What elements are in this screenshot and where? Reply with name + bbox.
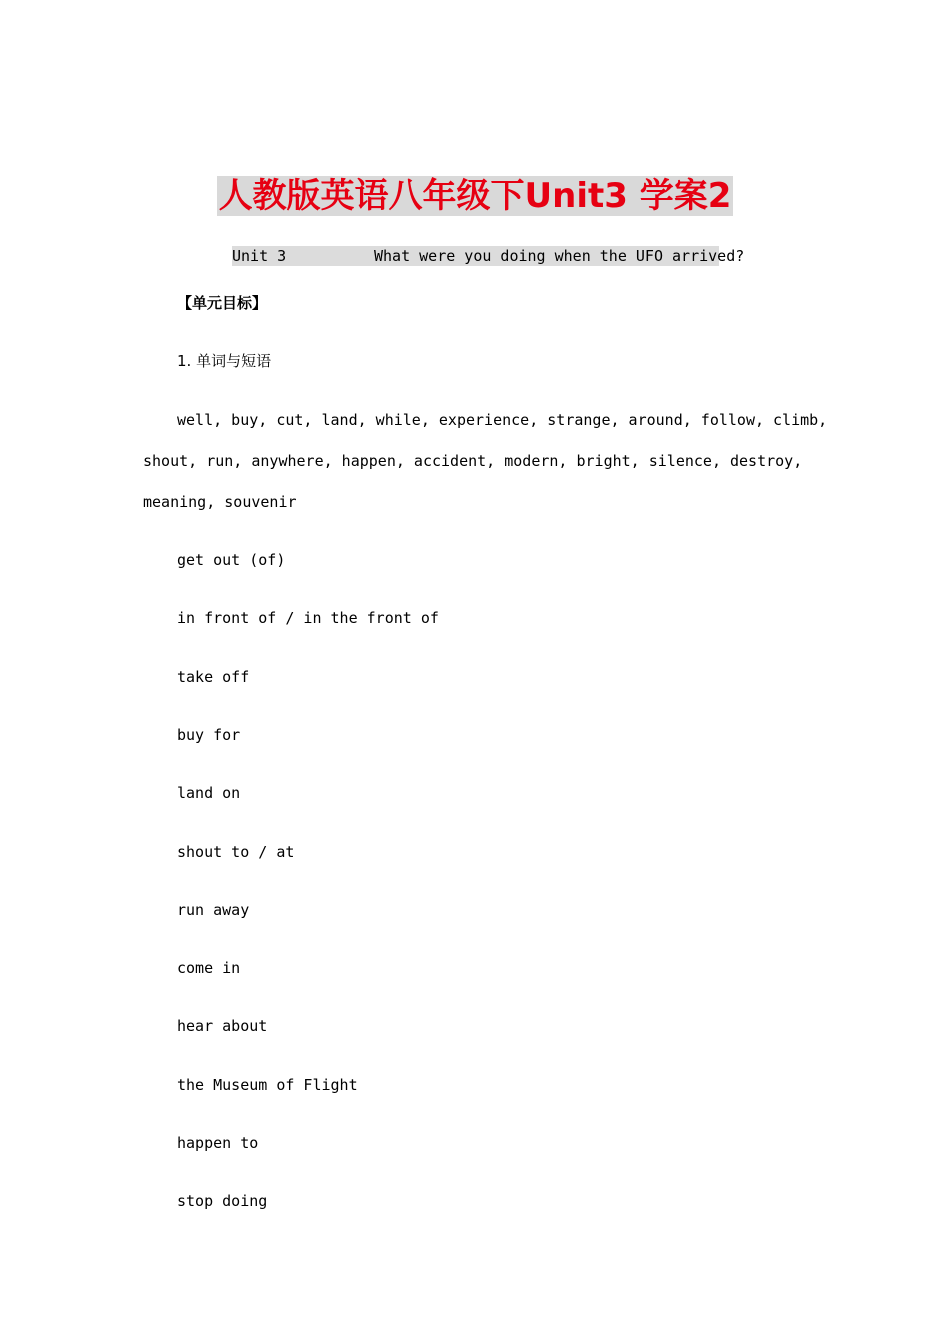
phrase-item: get out (of) bbox=[177, 551, 286, 569]
document-title-text: 人教版英语八年级下Unit3 学案2 bbox=[218, 176, 732, 216]
section-heading: 【单元目标】 bbox=[177, 294, 268, 312]
phrase-item: hear about bbox=[177, 1017, 268, 1035]
phrase-item: land on bbox=[177, 784, 241, 802]
phrase-item: shout to / at bbox=[177, 843, 295, 861]
item-heading: 1. 单词与短语 bbox=[177, 352, 272, 370]
phrase-item: come in bbox=[177, 959, 241, 977]
subtitle-unit: Unit 3 bbox=[232, 247, 287, 265]
phrase-item: in front of / in the front of bbox=[177, 609, 439, 627]
phrase-item: the Museum of Flight bbox=[177, 1076, 358, 1094]
phrase-item: take off bbox=[177, 668, 250, 686]
word-list-line: shout, run, anywhere, happen, accident, modern, bright, silence, destroy, bbox=[143, 452, 803, 470]
phrase-item: happen to bbox=[177, 1134, 259, 1152]
subtitle-question: What were you doing when the UFO arrived? bbox=[374, 247, 745, 265]
document-title bbox=[0, 174, 950, 218]
unit-subtitle bbox=[232, 246, 745, 266]
word-list-line: well, buy, cut, land, while, experience, strange, around, follow, climb, bbox=[177, 411, 828, 429]
phrase-item: run away bbox=[177, 901, 250, 919]
phrase-item: buy for bbox=[177, 726, 241, 744]
phrase-item: stop doing bbox=[177, 1192, 268, 1210]
word-list-line: meaning, souvenir bbox=[143, 493, 297, 511]
